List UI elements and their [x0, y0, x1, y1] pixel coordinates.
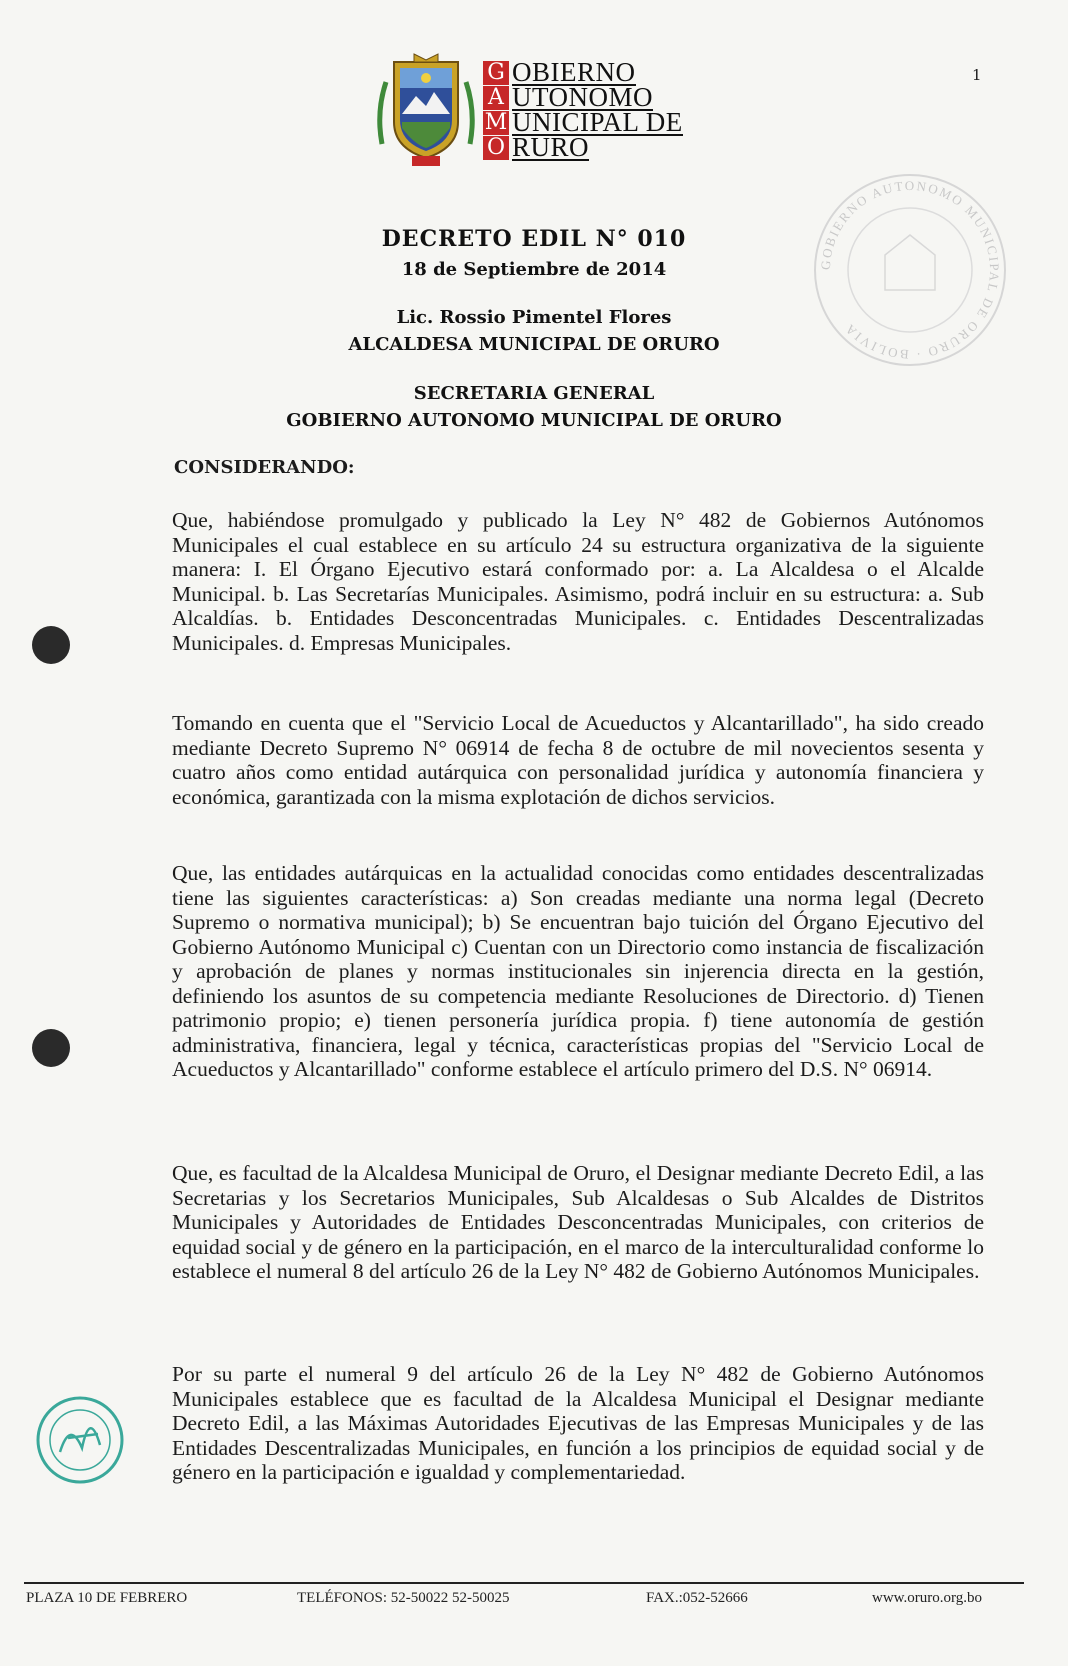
ink-stamp-icon [30, 1390, 130, 1490]
logo-word: UNICIPAL DE [512, 106, 683, 137]
footer-divider [24, 1582, 1024, 1584]
logo-initial: G [483, 61, 509, 85]
logo-word: UTONOMO [512, 81, 654, 112]
body-paragraph: Por su parte el numeral 9 del artículo 26 de la Ley N° 482 de Gobierno Autónomos Municipales establece que es facultad de la Alcaldesa Municipal el Designar mediante Decreto Edil, a las Máximas Autoridades Ejecutivas de las Empresas Municipales y de las Entidades Descentralizadas Municipales, en función a los principios de equidad social y de género en la participación e igualdad y complementariedad. [172, 1362, 984, 1484]
municipal-logo [372, 52, 702, 170]
footer-fax: FAX.:052-52666 [646, 1590, 748, 1606]
decree-date: 18 de Septiembre de 2014 [401, 259, 667, 280]
punch-hole [32, 626, 70, 664]
logo-wordmark [483, 56, 683, 162]
footer-address: PLAZA 10 DE FEBRERO [26, 1590, 188, 1606]
page-number: 1 [972, 66, 982, 84]
logo-word: RURO [512, 131, 590, 162]
logo-initial: A [483, 86, 509, 110]
authority-name: Lic. Rossio Pimentel Flores [396, 307, 672, 328]
logo-initial: O [483, 136, 509, 160]
logo-line [483, 131, 683, 162]
body-paragraph: Que, habiéndose promulgado y publicado la Ley N° 482 de Gobiernos Autónomos Municipales el cual establece en su artículo 24 su estructura organizativa de la siguiente manera: I. El Órgano Ejecutivo estará conformado por: a. La Alcaldesa o el Alcalde Municipal. b. Las Secretarías Municipales. Asimismo, podrá incluir en su estructura: a. Sub Alcaldías. b. Entidades Desconcentradas Municipales. c. Entidades Descentralizadas Municipales. d. Empresas Municipales. [172, 508, 984, 655]
footer-website: www.oruro.org.bo [872, 1590, 982, 1606]
decree-title: DECRETO EDIL N° 010 [381, 226, 687, 252]
secretariat-heading: SECRETARIA GENERAL [413, 383, 655, 404]
logo-word: OBIERNO [512, 56, 636, 87]
logo-initial: M [484, 109, 508, 135]
government-heading: GOBIERNO AUTONOMO MUNICIPAL DE ORURO [286, 410, 782, 431]
body-paragraph: Que, es facultad de la Alcaldesa Municipal de Oruro, el Designar mediante Decreto Edil, a las Secretarias y los Secretarios Municipales, Sub Alcaldesas o Sub Alcaldes de Distritos Municipales y Autoridades de Entidades Desconcentradas Municipales, con criterios de equidad social y de género en la participación, en el marco de la interculturalidad conforme lo establece el numeral 8 del artículo 26 de la Ley N° 482 de Gobierno Autónomos Municipales. [172, 1161, 984, 1283]
considerando-heading: CONSIDERANDO: [174, 457, 355, 478]
footer-phones: TELÉFONOS: 52-50022 52-50025 [297, 1590, 510, 1606]
body-paragraph: Tomando en cuenta que el "Servicio Local de Acueductos y Alcantarillado", ha sido creado mediante Decreto Supremo N° 06914 de fecha 8 de octubre de mil novecientos sesenta y cuatro años como entidad autárquica con personalidad jurídica y autonomía financiera y económica, garantizada con la misma explotación de dichos servicios. [172, 711, 984, 809]
punch-hole [32, 1029, 70, 1067]
coat-of-arms-icon [372, 52, 480, 170]
seal-text: GOBIERNO AUTONOMO MUNICIPAL DE ORURO · BOLIVIA [817, 177, 1003, 363]
authority-title: ALCALDESA MUNICIPAL DE ORURO [348, 334, 720, 355]
body-paragraph: Que, las entidades autárquicas en la actualidad conocidas como entidades descentralizadas tiene las siguientes características: a) Son creadas mediante una norma legal (Decreto Supremo o normativa municipal); b) Se encuentran bajo tuición del Órgano Ejecutivo del Gobierno Autónomo Municipal c) Cuentan con un Directorio como instancia de fiscalización y aprobación de planes y normas institucionales sin injerencia directa en la gestión, definiendo los asuntos de su competencia mediante Resoluciones de Directorio. d) Tienen patrimonio propio; e) tienen personería jurídica propia. f) tiene autonomía de gestión administrativa, financiera, legal y técnica, características propias del "Servicio Local de Acueductos y Alcantarillado" conforme establece el artículo primero del D.S. N° 06914. [172, 861, 984, 1081]
